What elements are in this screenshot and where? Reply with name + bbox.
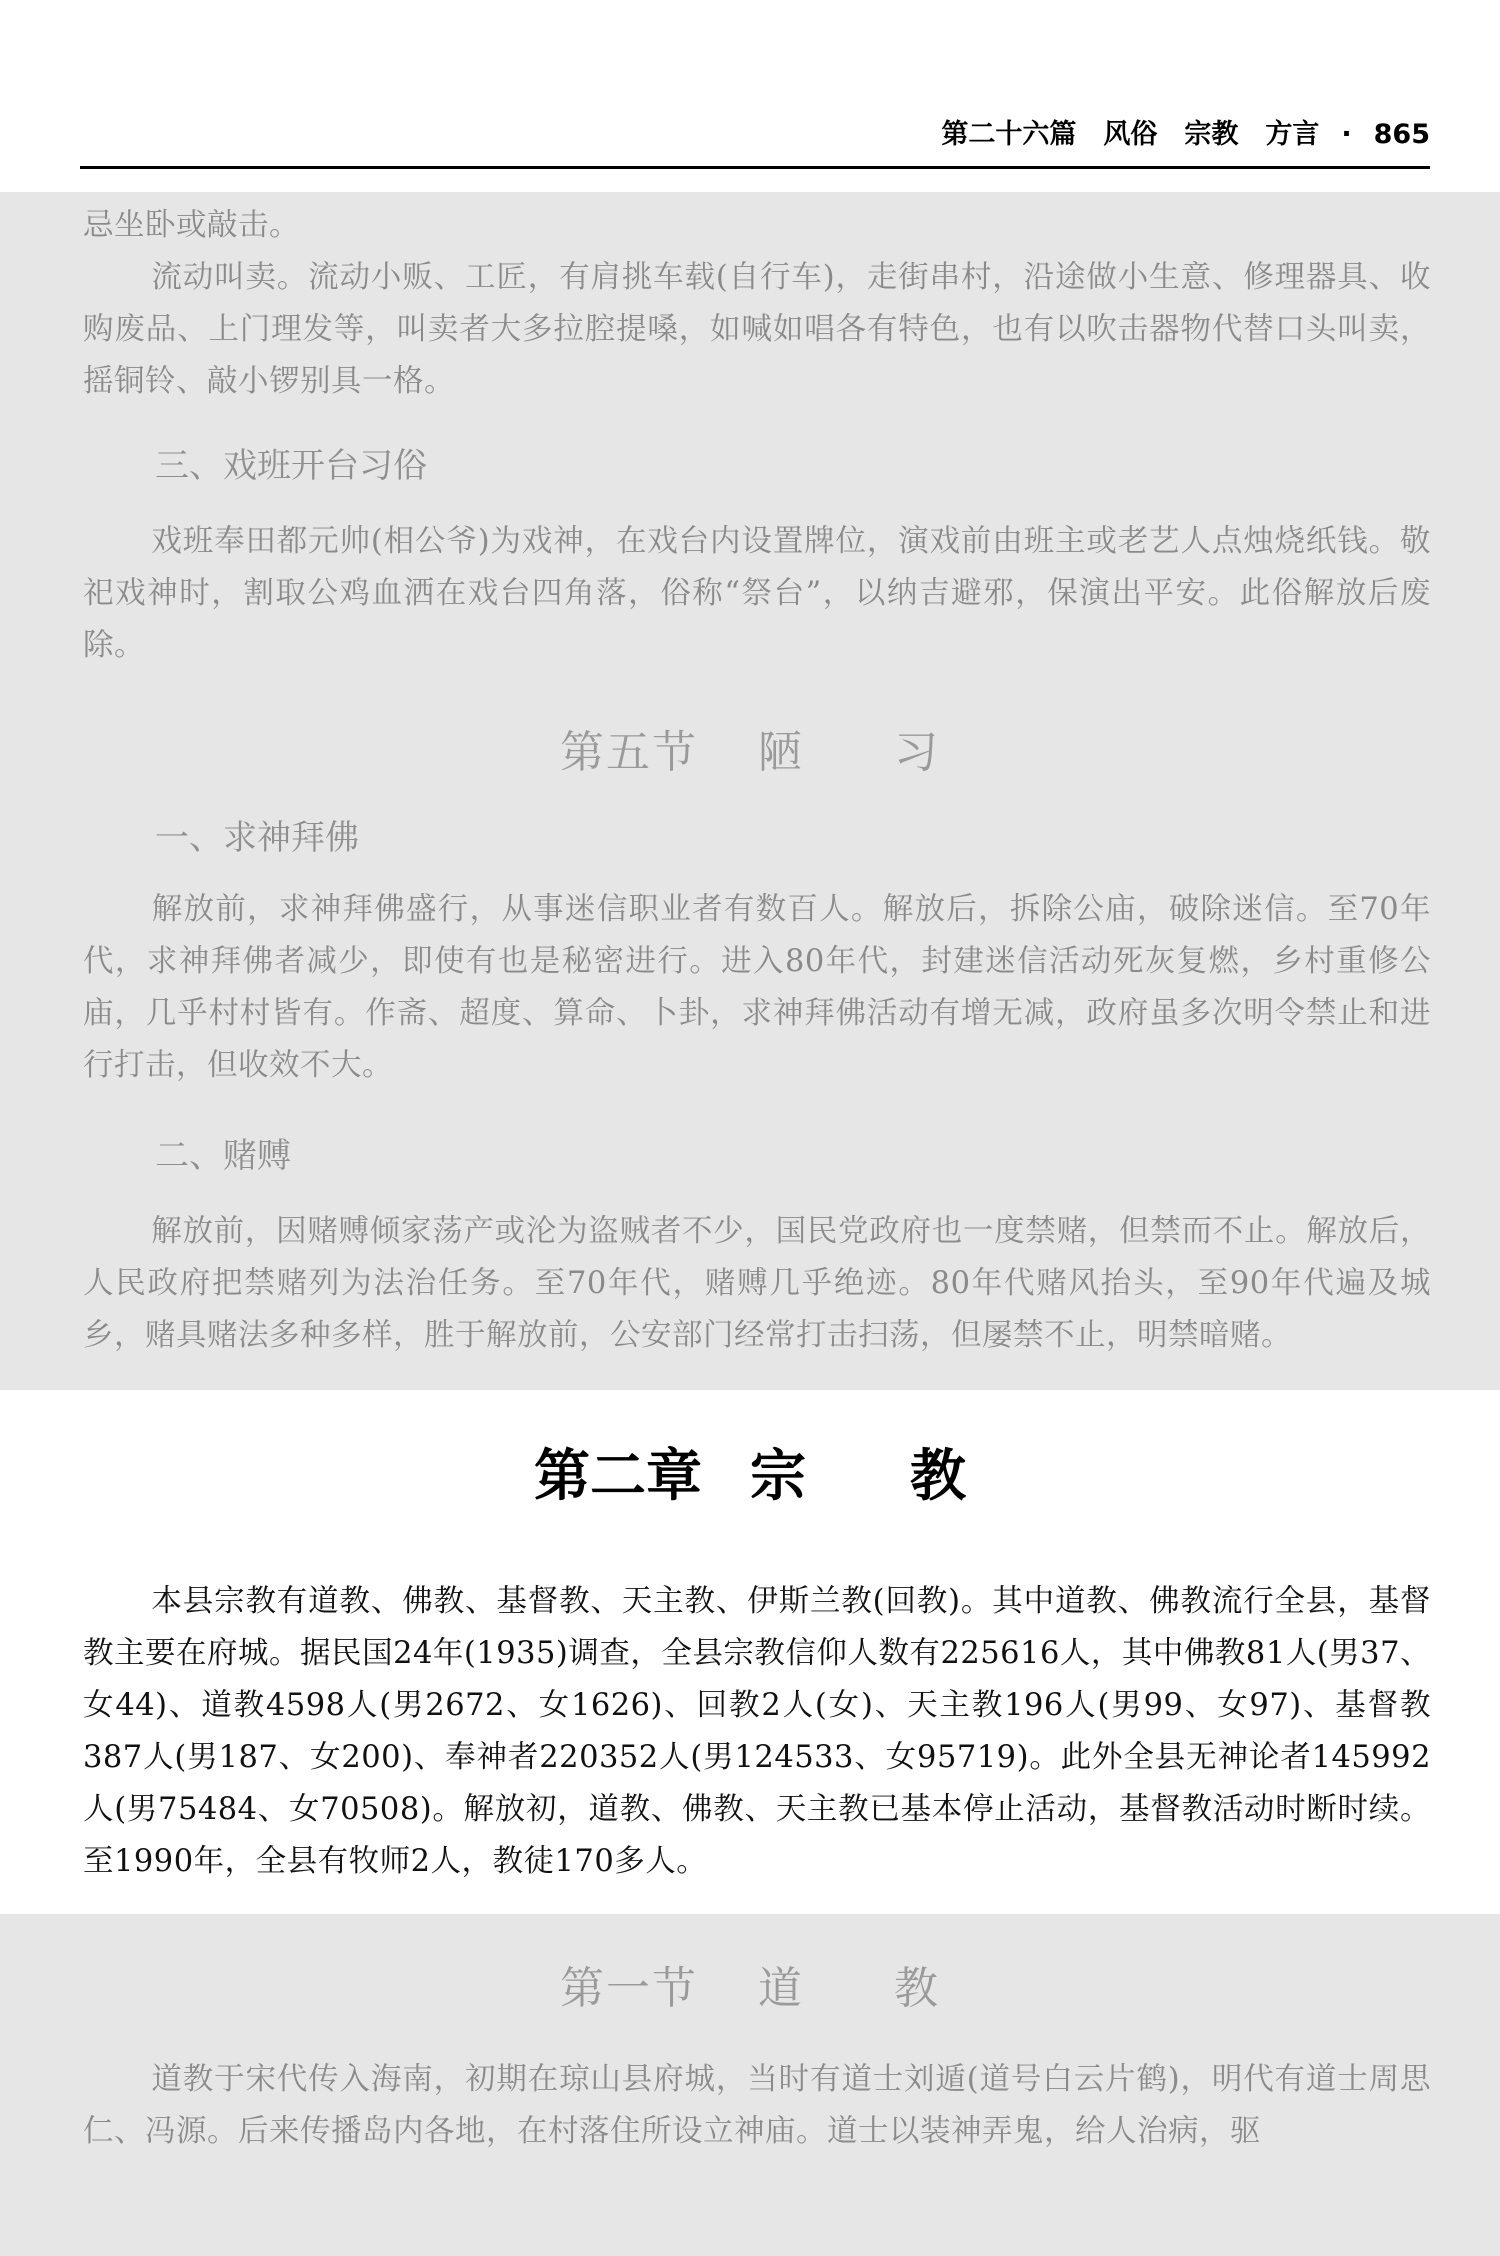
paragraph-peddling: 流动叫卖。流动小贩、工匠，有肩挑车载(自行车)，走街串村，沿途做小生意、修理器具、收购废品、上门理发等，叫卖者大多拉腔提嗓，如喊如唱各有特色，也有以吹击器物代替口头叫卖，摇铜铃、敲小锣别具一格。 [83, 260, 1431, 399]
section-title-taoism: 第一节 道 教 [560, 1963, 940, 2014]
header-rule [80, 166, 1430, 169]
paragraph-religion-intro: 本县宗教有道教、佛教、基督教、天主教、伊斯兰教(回教)。其中道教、佛教流行全县，基督教主要在府城。据民国24年(1935)调查，全县宗教信仰人数有225616人，其中佛教81人(男37、女44)、道教4598人(男2672、女1626)、回教2人(女)、天主教196人(男99、女97)、基督教387人(男187、女200)、奉神者220352人(男124533、女95719)。此外全县无神论者145992人(男75484、女70508)。解放初，道教、佛教、天主教已基本停止活动，基督教活动时断时续。至1990年，全县有牧师2人，教徒170多人。 [83, 1584, 1431, 1879]
header-separator: · [1341, 119, 1352, 150]
section-title-customs: 第五节 陋 习 [560, 727, 940, 778]
paragraph-taoism: 道教于宋代传入海南，初期在琼山县府城，当时有道士刘遁(道号白云片鹤)，明代有道士周思仁、冯源。后来传播岛内各地，在村落住所设立神庙。道士以装神弄鬼，给人治病，驱 [83, 2062, 1431, 2149]
subheading-opera: 三、戏班开台习俗 [155, 446, 427, 486]
subheading-worship: 一、求神拜佛 [155, 818, 359, 858]
paragraph-worship: 解放前，求神拜佛盛行，从事迷信职业者有数百人。解放后，拆除公庙，破除迷信。至70年代，求神拜佛者减少，即使有也是秘密进行。进入80年代，封建迷信活动死灰复燃，乡村重修公庙，几乎村村皆有。作斋、超度、算命、卜卦，求神拜佛活动有增无减，政府虽多次明令禁止和进行打击，但收效不大。 [83, 892, 1431, 1083]
chapter-title: 第二章 宗 教 [534, 1444, 966, 1509]
running-header [80, 112, 1430, 156]
paragraph-gambling: 解放前，因赌赙倾家荡产或沦为盗贼者不少，国民党政府也一度禁赌，但禁而不止。解放后，人民政府把禁赌列为法治任务。至70年代，赌赙几乎绝迹。80年代赌风抬头，至90年代遍及城乡，赌具赌法多种多样，胜于解放前，公安部门经常打击扫荡，但屡禁不止，明禁暗赌。 [83, 1214, 1431, 1353]
paragraph-continued: 忌坐卧或敲击。 [83, 208, 300, 243]
page-number: 865 [1373, 119, 1430, 150]
paragraph-opera: 戏班奉田都元帅(相公爷)为戏神，在戏台内设置牌位，演戏前由班主或老艺人点烛烧纸钱。敬祀戏神时，割取公鸡血洒在戏台四角落，俗称“祭台”，以纳吉避邪，保演出平安。此俗解放后废除。 [83, 524, 1431, 663]
header-title: 第二十六篇 风俗 宗教 方言 [941, 119, 1320, 150]
subheading-gambling: 二、赌赙 [155, 1136, 291, 1176]
